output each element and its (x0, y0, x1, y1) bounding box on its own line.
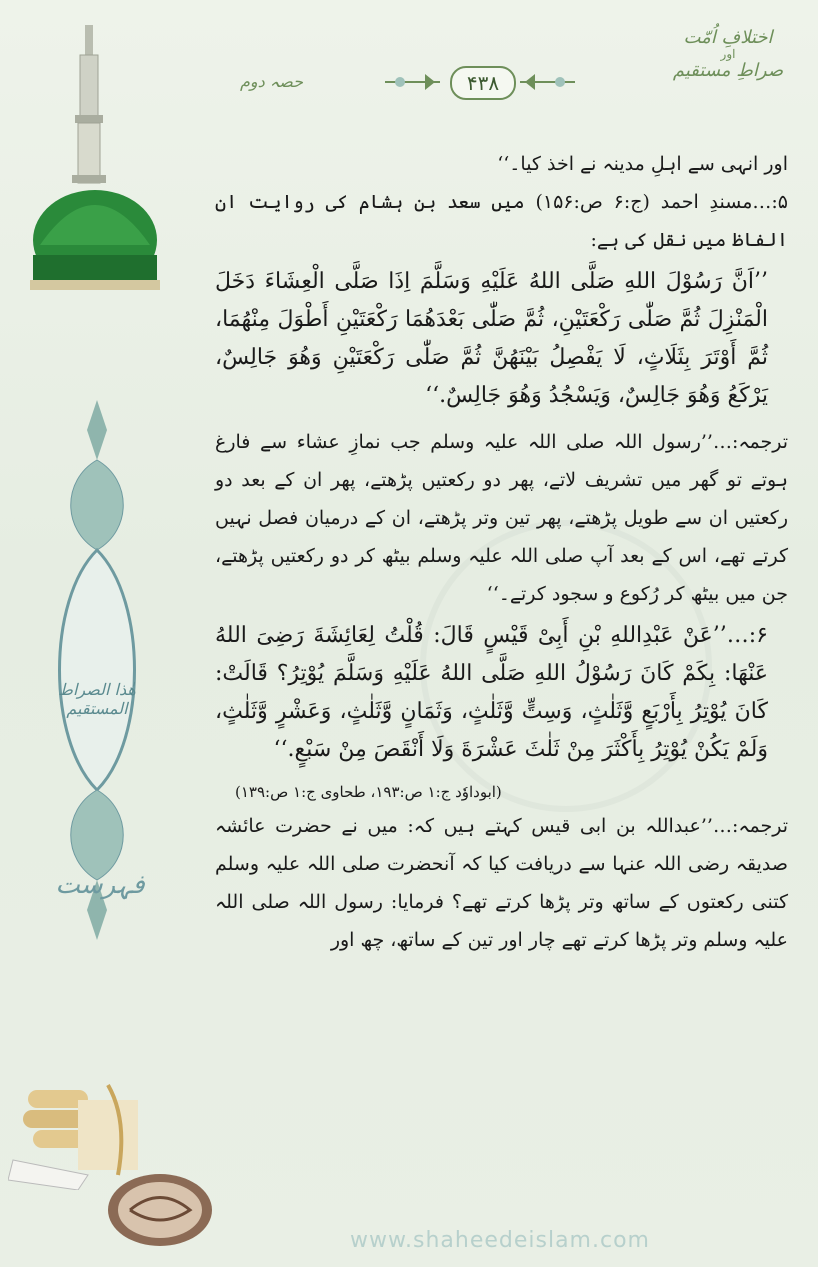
green-dome-minaret-image (20, 15, 160, 295)
page-number-ornament (380, 62, 580, 102)
book-title (668, 28, 788, 81)
arabic-hadith: ۶:…’’عَنْ عَبْدِاللهِ بْنِ أَبِیْ قَيْسٍ قَالَ: قُلْتُ لِعَائِشَةَ رَضِیَ اللهُ عَنْهَا: بِكَمْ كَانَ رَسُوْلُ اللهِ صَلَّی اللهُ عَلَيْهِ وَسَلَّمَ يُوْتِرُ؟ قَالَتْ: كَانَ يُوْتِرُ بِأَرْبَعٍ وَّثَلٰثٍ، وَسِتٍّ وَّثَلٰثٍ، وَثَمَانٍ وَّثَلٰثٍ، وَعَشْرٍ وَّثَلٰثٍ، وَلَمْ يَكُنْ يُوْتِرُ بِأَكْثَرَ مِنْ ثَلٰثَ عَشْرَةَ وَلَا أَنْقَصَ مِنْ سَبْعٍ.‘‘ (215, 623, 768, 762)
website-url: www.shaheedeislam.com (350, 1228, 650, 1253)
arabic-hadith: ’’اَنَّ رَسُوْلَ اللهِ صَلَّی اللهُ عَلَيْهِ وَسَلَّمَ اِذَا صَلَّى الْعِشَاءَ دَخَلَ الْمَنْزِلَ ثُمَّ صَلّٰى رَكْعَتَيْنِ، ثُمَّ صَلّٰى بَعْدَهُمَا رَكْعَتَيْنِ أَطْوَلَ مِنْهُمَا، ثُمَّ أَوْتَرَ بِثَلَاثٍ، لَا يَفْصِلُ بَيْنَهُنَّ ثُمَّ صَلّٰى رَكْعَتَيْنِ وَهُوَ جَالِسٌ، يَرْكَعُ وَهُوَ جَالِسٌ، وَيَسْجُدُ وَهُوَ جَالِسٌ.‘‘ (215, 269, 768, 408)
medallion-text: هٰذا الصراط المستقیم (58, 680, 136, 718)
page-header (180, 10, 818, 130)
sidebar (0, 0, 175, 1267)
reference: (ابوداوٗد ج:۱ ص:۱۹۳، طحاوی ج:۱ ص:۱۳۹) (235, 783, 502, 801)
paragraph: اور انہی سے اہلِ مدینہ نے اخذ کیا۔‘‘ (497, 153, 788, 175)
book-title-line1: اختلافِ اُمّت (683, 27, 773, 48)
calligraphy-seal-logo (105, 1170, 215, 1250)
translation: ترجمہ:…’’عبداللہ بن ابی قیس کہتے ہیں کہ: میں نے حضرت عائشہ صدیقہ رضی اللہ عنہا سے دریافت کیا کہ آنحضرت صلی اللہ علیہ وسلم کتنی رکعتوں کے ساتھ وتر پڑھا کرتے تھے؟ فرمایا: رسول اللہ صلی اللہ علیہ وسلم وتر پڑھا کرتے تھے چار اور تین کے ساتھ، چھ اور (215, 815, 788, 951)
section-label: حصہ دوم (240, 72, 303, 91)
book-title-line2: اور (720, 46, 736, 61)
fihrist-link[interactable]: فہرست (55, 870, 145, 900)
book-title-line3: صراطِ مستقیم (672, 59, 784, 81)
decorative-medallion (52, 400, 142, 940)
page-number: ۴۳۸ (450, 66, 516, 100)
paragraph: ۵:…مسندِ احمد (ج:۶ ص:۱۵۶) میں سعد بن ہشام کی روایت ان الفاظ میں نقل کی ہے: (215, 191, 788, 251)
translation: ترجمہ:…’’رسول اللہ صلی اللہ علیہ وسلم جب نمازِ عشاء سے فارغ ہوتے تو گھر میں تشریف لاتے، پھر دو رکعتیں پڑھتے، پھر ان کے بعد دو رکعتیں ان سے طویل پڑھتے، پھر تین وتر پڑھتے، ان کے درمیان فصل نہیں کرتے تھے، اس کے بعد آپ صلی اللہ علیہ وسلم بیٹھ کر دو رکعتیں پڑھتے، جن میں بیٹھ کر رُکوع و سجود کرتے۔‘‘ (215, 431, 788, 605)
main-text (215, 145, 788, 959)
